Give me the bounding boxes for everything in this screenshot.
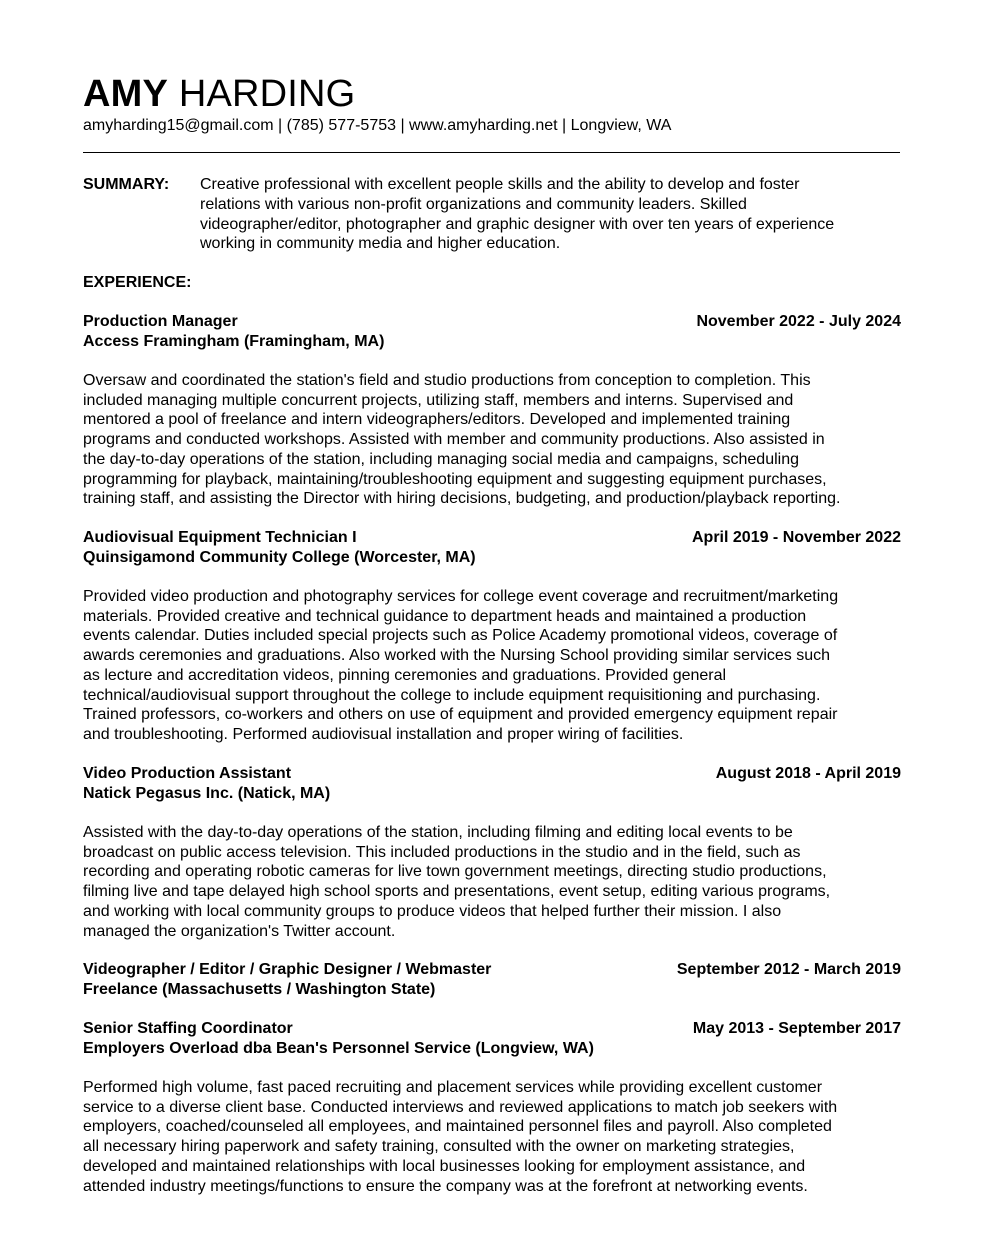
description-line: Performed high volume, fast paced recruiting and placement services while providing excellent customer [83,1079,823,1096]
description-line: managed the organization's Twitter account. [83,922,396,940]
job-title: Videographer / Editor / Graphic Designer / Webmaster [83,961,492,978]
description-line: filming live and tape delayed high school sports and presentations, event setup, editing various programs, [83,883,831,901]
job-description-av-technician [83,587,901,745]
job-organization: Employers Overload dba Bean's Personnel Service (Longview, WA) [83,1040,594,1057]
job-header-freelance [83,960,901,1000]
description-line: developed and maintained relationships with local businesses looking for employment assistance, and [83,1157,806,1175]
job-title: Video Production Assistant [83,765,292,782]
job-title: Production Manager [83,313,238,330]
description-line: all necessary hiring paperwork and safety training, consulted with the owner on marketing strategies, [83,1138,795,1156]
last-name: HARDING [178,73,356,115]
job-title: Audiovisual Equipment Technician I [83,529,357,546]
summary-line: working in community media and higher education. [200,235,561,253]
description-line: recording and operating robotic cameras for live town government meetings, directing studio productions, [83,863,827,881]
job-description-video-production-assistant [83,823,901,941]
job-header-av-technician [83,528,901,568]
job-organization: Quinsigamond Community College (Worcester, MA) [83,549,476,566]
resume-name [83,72,355,116]
description-line: and working with local community groups to produce videos that helped further their mission. I also [83,902,782,920]
job-organization: Natick Pegasus Inc. (Natick, MA) [83,785,331,802]
summary-line: videographer/editor, photographer and graphic designer with over ten years of experience [200,215,835,233]
summary-line: relations with various non-profit organizations and community leaders. Skilled [200,195,747,213]
description-line: awards ceremonies and graduations. Also worked with the Nursing School providing similar services such [83,647,831,665]
job-header-staffing-coordinator [83,1019,901,1059]
description-line: employers, coached/counseled all employees, and maintained personnel files and payroll. Also completed [83,1118,832,1136]
description-line: as lecture and accreditation videos, pinning ceremonies and graduations. Provided general [83,666,727,684]
description-line: service to a diverse client base. Conducted interviews and reviewed applications to match job seekers with [83,1098,838,1116]
summary-line: Creative professional with excellent people skills and the ability to develop and foster [200,176,800,193]
job-title: Senior Staffing Coordinator [83,1020,293,1037]
description-line: technical/audiovisual support throughout the college to include equipment requisitioning and purchasing. [83,686,821,704]
description-line: training staff, and assisting the Director with hiring decisions, budgeting, and production/playback reporting. [83,490,841,508]
header-divider [83,152,900,153]
job-description-production-manager [83,371,901,509]
job-dates: September 2012 - March 2019 [676,961,901,978]
description-line: materials. Provided creative and technical guidance to department heads and maintained a production [83,607,807,625]
first-name: AMY [83,73,169,115]
description-line: events calendar. Duties included special projects such as Police Academy promotional videos, coverage of [83,627,838,645]
description-line: Oversaw and coordinated the station's field and studio productions from conception to completion. This [83,372,811,389]
description-line: Assisted with the day-to-day operations of the station, including filming and editing local events to be [83,824,793,841]
description-line: attended industry meetings/functions to ensure the company was at the forefront at networking events. [83,1177,808,1195]
job-header-video-production-assistant [83,764,901,804]
description-line: included managing multiple concurrent projects, utilizing staff, members and interns. Supervised and [83,391,794,409]
description-line: mentored a pool of freelance and intern videographers/editors. Developed and implemented training [83,411,791,429]
job-dates: August 2018 - April 2019 [715,765,901,782]
experience-label: EXPERIENCE: [83,274,192,291]
job-dates: April 2019 - November 2022 [692,529,901,546]
description-line: programming for playback, maintaining/troubleshooting equipment and suggesting equipment purchases, [83,470,827,488]
description-line: broadcast on public access television. This included productions in the studio and in the field, such as [83,843,801,861]
job-dates: May 2013 - September 2017 [692,1020,901,1037]
description-line: the day-to-day operations of the station, including managing social media and campaigns, scheduling [83,450,799,468]
job-organization: Access Framingham (Framingham, MA) [83,333,385,350]
description-line: Provided video production and photography services for college event coverage and recruitment/marketing [83,588,839,605]
summary-text [200,175,900,254]
description-line: programs and conducted workshops. Assisted with member and community productions. Also assisted in [83,431,825,449]
job-dates: November 2022 - July 2024 [696,313,901,330]
description-line: and troubleshooting. Performed audiovisual installation and proper wiring of facilities. [83,725,684,743]
job-organization: Freelance (Massachusetts / Washington State) [83,981,436,998]
contact-line: amyharding15@gmail.com | (785) 577-5753 | www.amyharding.net | Longview, WA [83,117,672,134]
description-line: Trained professors, co-workers and others on use of equipment and provided emergency equipment repair [83,706,838,724]
job-description-staffing-coordinator [83,1078,901,1196]
job-header-production-manager [83,312,901,352]
summary-label: SUMMARY: [83,176,170,193]
